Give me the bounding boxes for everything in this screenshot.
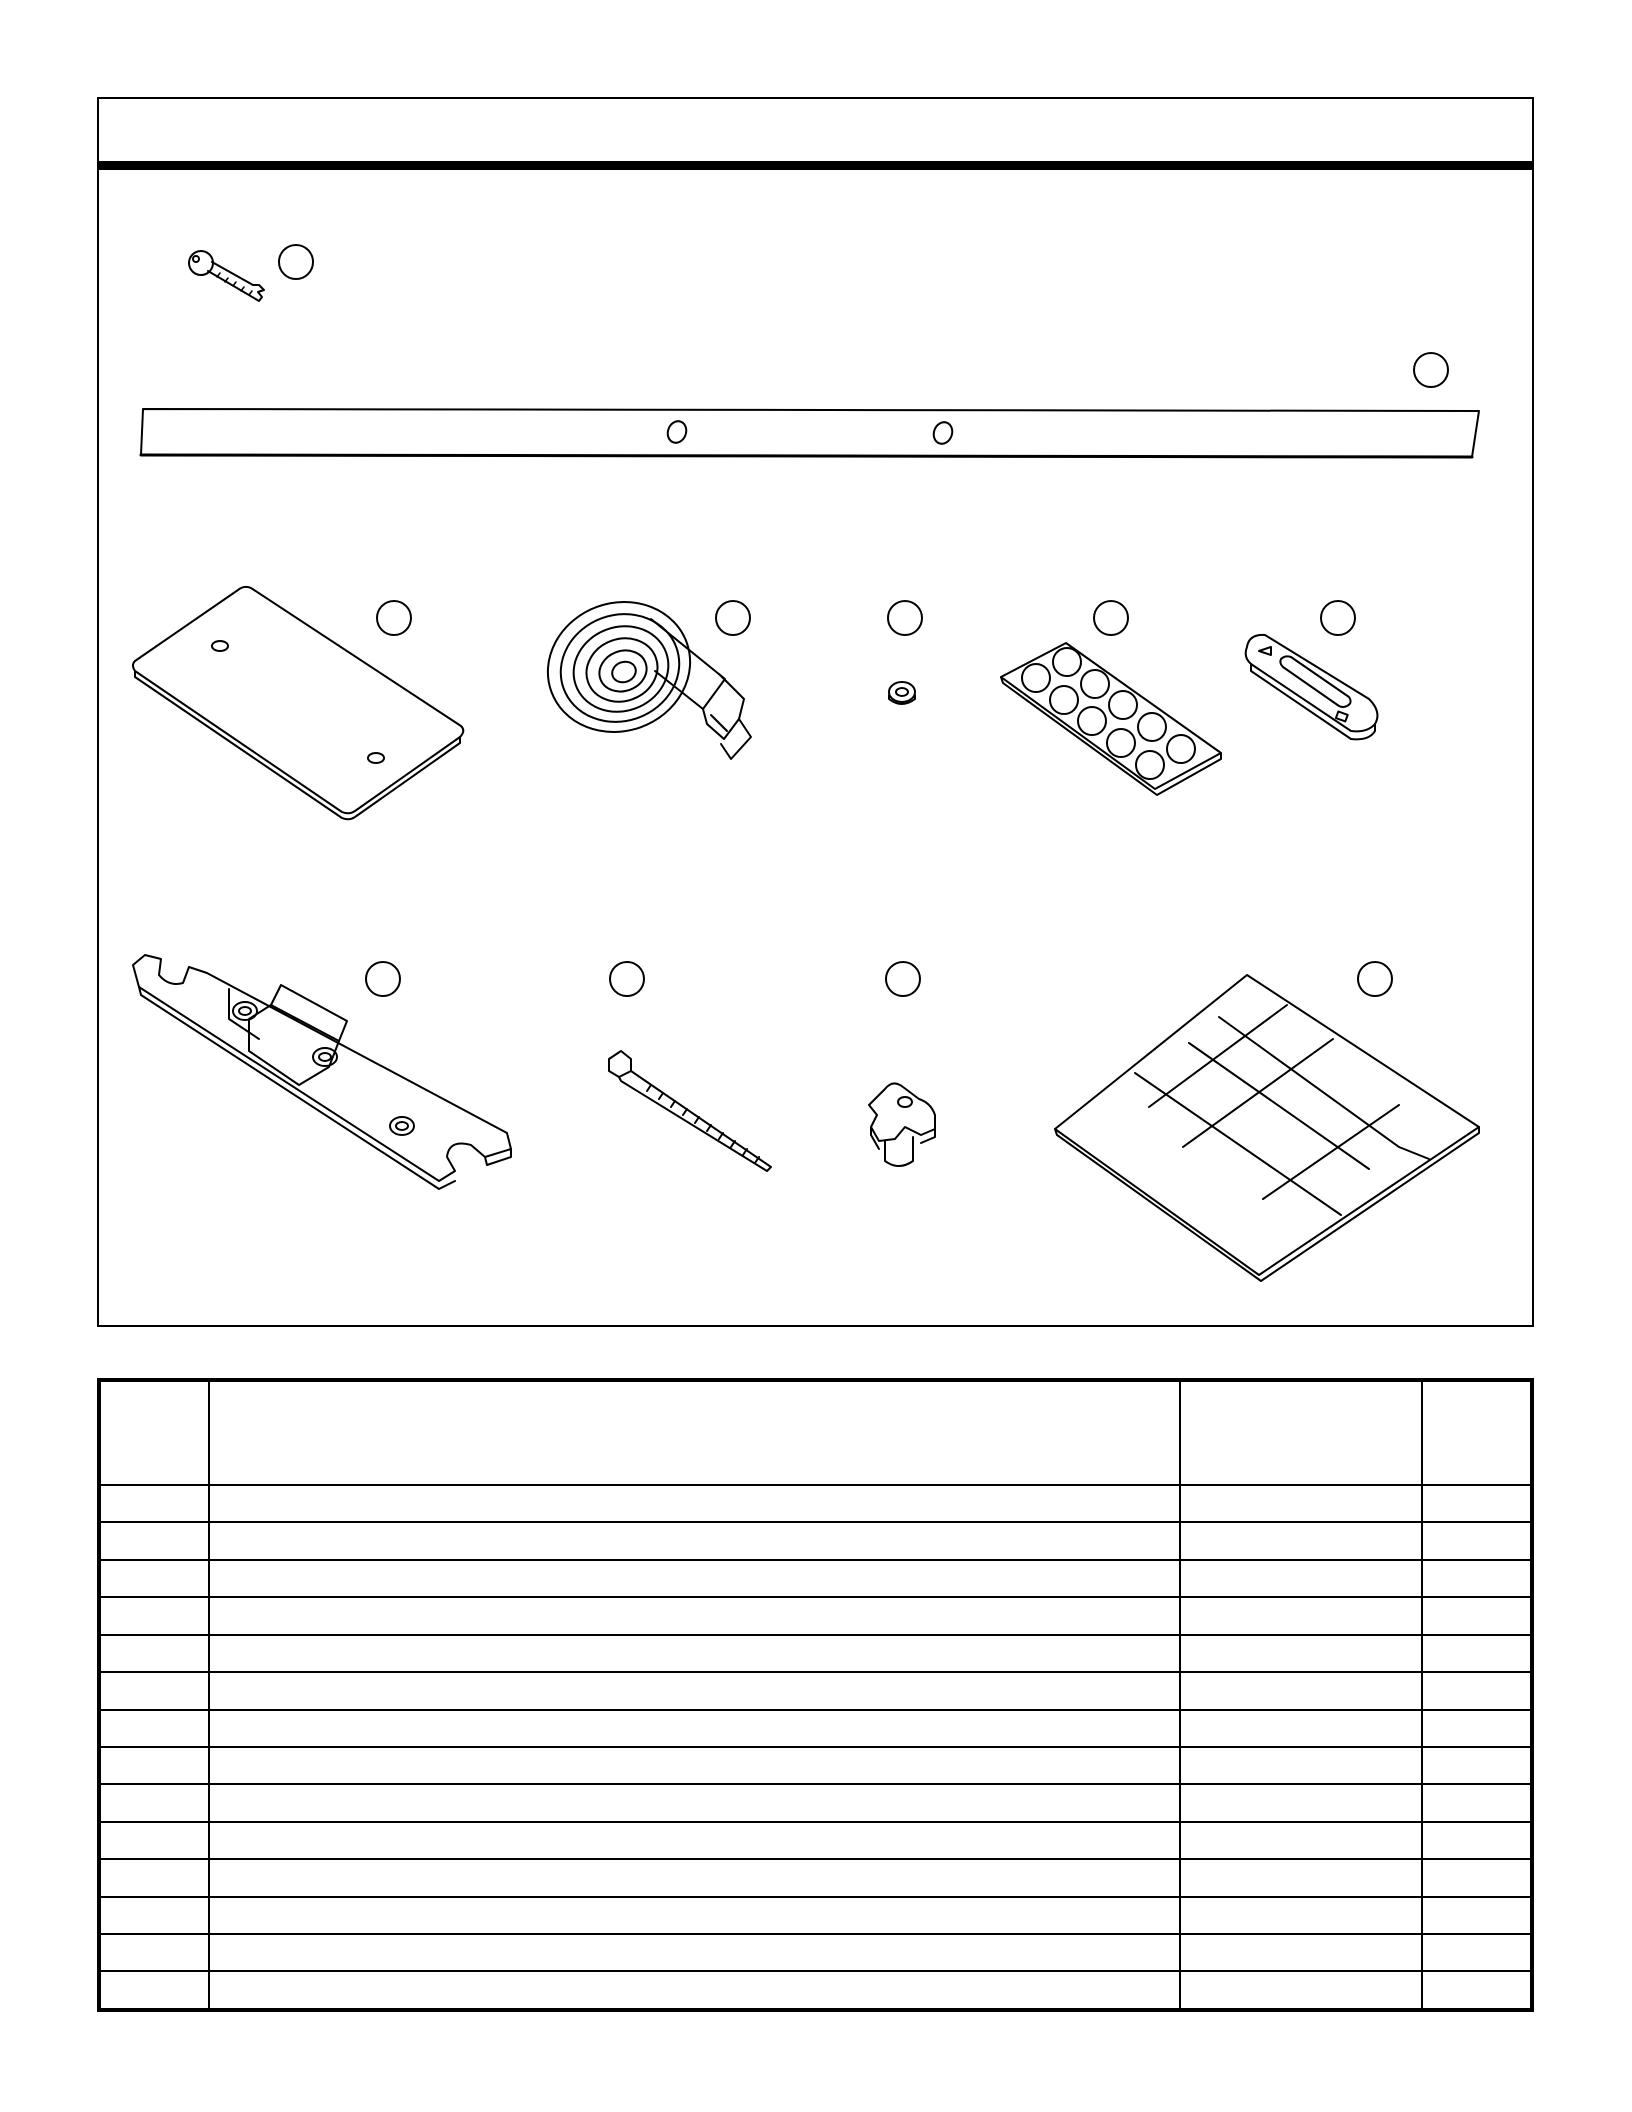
callout-pads (1358, 962, 1392, 996)
cell-quantity (1422, 1971, 1532, 2010)
cell-quantity (1422, 1485, 1532, 1522)
cell-part-number (1180, 1747, 1422, 1784)
table-row (99, 1784, 1532, 1821)
cell-ref (99, 1597, 209, 1634)
header-part-number (1180, 1380, 1422, 1485)
cell-part-number (1180, 1485, 1422, 1522)
bar-part (141, 409, 1479, 457)
callout-dots (1094, 601, 1128, 635)
round-pads-part (1001, 643, 1221, 795)
cell-part-number (1180, 1672, 1422, 1709)
cell-description (209, 1747, 1180, 1784)
cell-description (209, 1822, 1180, 1859)
cell-ref (99, 1822, 209, 1859)
table-row (99, 1859, 1532, 1896)
cell-ref (99, 1897, 209, 1934)
cell-quantity (1422, 1747, 1532, 1784)
cell-quantity (1422, 1597, 1532, 1634)
cell-description (209, 1934, 1180, 1971)
callout-bolt (610, 962, 644, 996)
cell-part-number (1180, 1784, 1422, 1821)
cell-ref (99, 1934, 209, 1971)
cell-description (209, 1784, 1180, 1821)
callout-block (366, 962, 400, 996)
cell-description (209, 1859, 1180, 1896)
cell-ref (99, 1710, 209, 1747)
cell-part-number (1180, 1897, 1422, 1934)
cell-description (209, 1560, 1180, 1597)
cell-description (209, 1485, 1180, 1522)
cell-ref (99, 1560, 209, 1597)
callout-slotted (1321, 601, 1355, 635)
cell-part-number (1180, 1635, 1422, 1672)
bolt-part (609, 1051, 771, 1171)
cell-ref (99, 1522, 209, 1559)
cell-part-number (1180, 1560, 1422, 1597)
cell-ref (99, 1485, 209, 1522)
callout-washer (888, 601, 922, 635)
cell-ref (99, 1859, 209, 1896)
header-quantity (1422, 1380, 1532, 1485)
cell-quantity (1422, 1635, 1532, 1672)
washer-part (889, 682, 915, 704)
table-row (99, 1897, 1532, 1934)
knob-part (869, 1083, 935, 1166)
cell-part-number (1180, 1971, 1422, 2010)
callout-plate (377, 601, 411, 635)
cell-quantity (1422, 1710, 1532, 1747)
table-row (99, 1597, 1532, 1634)
callout-bar (1414, 353, 1448, 387)
cell-part-number (1180, 1934, 1422, 1971)
cell-description (209, 1597, 1180, 1634)
callout-tape (716, 601, 750, 635)
table-row (99, 1747, 1532, 1784)
cell-quantity (1422, 1522, 1532, 1559)
cell-quantity (1422, 1934, 1532, 1971)
cell-description (209, 1635, 1180, 1672)
cell-ref (99, 1747, 209, 1784)
table-row (99, 1672, 1532, 1709)
cell-part-number (1180, 1822, 1422, 1859)
cell-ref (99, 1635, 209, 1672)
plate-part (133, 587, 463, 819)
cell-quantity (1422, 1672, 1532, 1709)
cell-quantity (1422, 1822, 1532, 1859)
cell-description (209, 1672, 1180, 1709)
table-row (99, 1971, 1532, 2010)
table-row (99, 1710, 1532, 1747)
cell-ref (99, 1784, 209, 1821)
table-row (99, 1934, 1532, 1971)
table-header-row (99, 1380, 1532, 1485)
parts-list-table (97, 1378, 1534, 2012)
parts-drawing (99, 99, 1536, 1329)
parts-illustration-panel (97, 97, 1534, 1327)
tool-block-part (133, 955, 511, 1189)
table-row (99, 1822, 1532, 1859)
cell-part-number (1180, 1597, 1422, 1634)
cell-quantity (1422, 1897, 1532, 1934)
cell-ref (99, 1672, 209, 1709)
header-ref (99, 1380, 209, 1485)
header-description (209, 1380, 1180, 1485)
cell-quantity (1422, 1859, 1532, 1896)
cell-quantity (1422, 1560, 1532, 1597)
cell-description (209, 1971, 1180, 2010)
callout-key (279, 245, 313, 279)
cell-description (209, 1522, 1180, 1559)
square-pads-part (1055, 975, 1479, 1281)
table-body (99, 1485, 1532, 2010)
cell-ref (99, 1971, 209, 2010)
table-row (99, 1560, 1532, 1597)
callout-knob (886, 962, 920, 996)
key-icon (189, 251, 264, 301)
table-row (99, 1485, 1532, 1522)
table-row (99, 1635, 1532, 1672)
cell-description (209, 1710, 1180, 1747)
table-row (99, 1522, 1532, 1559)
cell-part-number (1180, 1522, 1422, 1559)
slotted-bar-part (1246, 635, 1378, 739)
cell-part-number (1180, 1710, 1422, 1747)
cell-part-number (1180, 1859, 1422, 1896)
cell-quantity (1422, 1784, 1532, 1821)
cell-description (209, 1897, 1180, 1934)
